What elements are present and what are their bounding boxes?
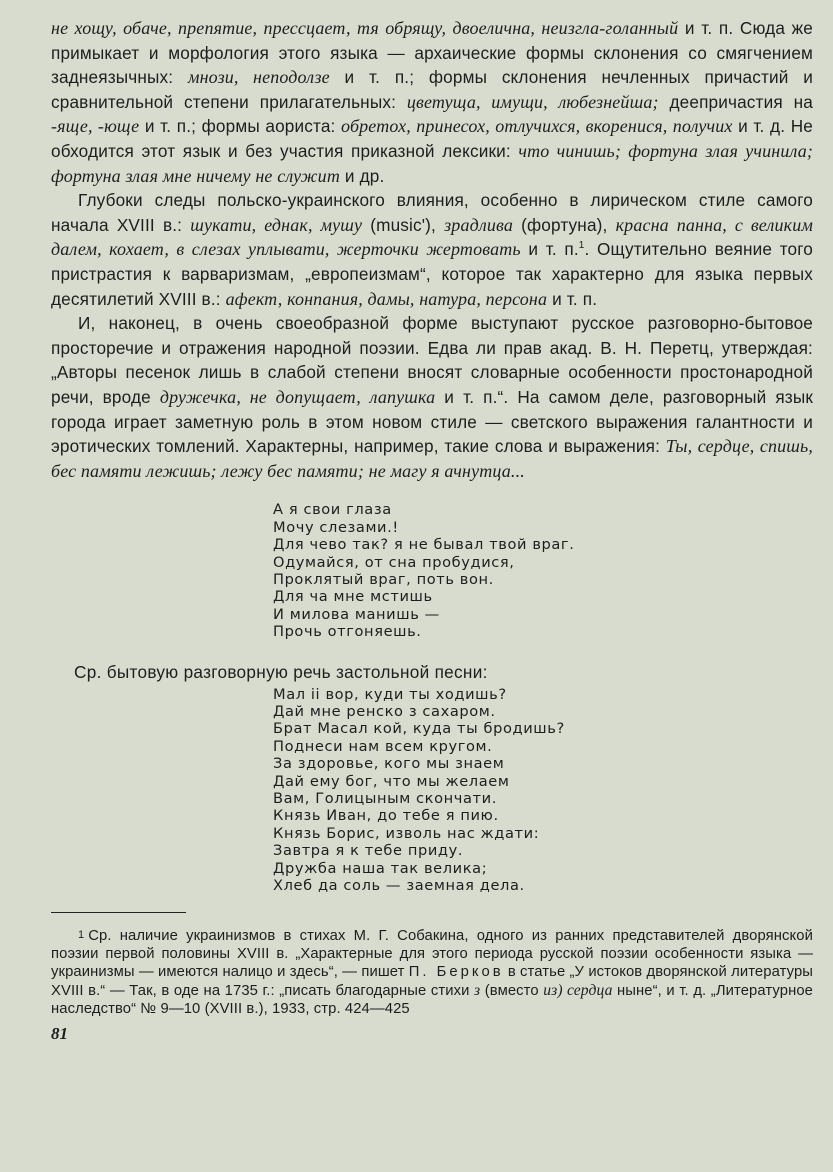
text-run: Ср. наличие украинизмов в стихах М. Г. Собакина, одного из ранних представителей дворянской поэзии первой половины XVIII в. „Характерные для этого периода русской поэзии особенности языка — украинизмы — имеются налицо и здесь“, — пишет [51,928,813,980]
text-run: в статье „У истоков дворянской литературы XVIII в.“ — Так, в оде на 1735 г.: „писать благодарные стихи [51,964,814,999]
verse-line: Брат Масал кой, куда ты бродишь? [273,720,565,738]
verse-line: Дай мне ренско з сахаром. [273,702,496,720]
text-run: и т. п.; формы склонения нечленных причастий и сравнительной степени прилагательных: [51,67,814,112]
verse-line: Хлеб да соль — заемная дела. [273,877,525,894]
text-run: (фортуна), [513,214,616,235]
text-run: и т. п. Сюда же примыкает и морфология этого языка — архаические формы склонения со смягчением заднеязычных: [51,18,813,88]
verse-line: Мал ii вор, куди ты ходишь? [273,685,507,703]
footnote [51,927,813,1018]
italic-term: з [474,981,481,999]
italic-term: из) сердца [543,981,613,999]
text-run: и т. п.“. На самом деле, разговорный язык города играет заметную роль в этом новом стиле — светского выражения галантности и эротических томлений. Характерны, например, такие слова и выражения: [51,386,814,457]
body-text [51,16,813,483]
verse-line: Для ча мне мстишь [273,588,433,606]
italic-term: красна панна, с великим далем, кохает, в слезах уплывати, жерточки жертовать [51,214,813,260]
italic-term: цветуща, имущи, любезнейша; [406,91,659,112]
italic-term: не хощу, обаче, препятие, прессцает, тя обрящу, двоелична, неизгла-голанный [51,18,679,38]
author-name: П. Берков [408,964,504,980]
italic-term: Ты, сердце, спишь, бес памяти лежишь; лежу бес памяти; не магу я ачнутца... [51,436,813,481]
text-run: Глубоки следы польско-украинского влияния, особенно в лирическом стиле самого начала XVIII в.: [51,190,813,235]
italic-term: -яще, -юще [51,116,140,137]
verse-line: Завтра я к тебе приду. [273,842,464,860]
comparison-intro: Ср. бытовую разговорную речь застольной песни: [74,661,488,682]
book-page [51,16,813,1044]
text-run: (вместо [480,982,544,999]
paragraph [51,16,813,188]
text-run: . Ощутительно веяние того пристрастия к варваризмам, „европеизмам“, которое так характерно для языка первых десятилетий XVIII в.: [51,239,814,309]
italic-term: обретох, принесох, отлучихся, вкоренися, получих [341,116,733,137]
italic-term: мнози, неподолзе [187,67,330,88]
verse-line: Для чево так? я не бывал твой враг. [273,536,575,554]
footnote-marker: 1 [78,929,85,942]
text-run: (music'), [362,214,445,235]
footnote-divider [51,912,186,913]
verse-line: Вам, Голицыным скончати. [273,789,497,807]
text-run: и т. д. Не обходится этот язык и без участия приказной лексики: [51,116,813,161]
italic-term: шукати, еднак, мушу [190,214,363,235]
verse-line: Проклятый враг, поть вон. [273,570,494,588]
footnote-ref: 1 [578,240,585,252]
paragraph [51,188,813,311]
verse-line: А я свои глаза [273,501,392,519]
verse-line: Дай ему бог, что мы желаем [273,772,510,790]
text-run: деепричастия на [658,91,813,112]
footnote-text [51,928,813,1016]
text-run: ныне“, и т. д. „Литературное наследство“ № 9—10 (XVIII в.), 1933, стр. 424—425 [51,982,814,1017]
verse-excerpt-1 [51,501,813,640]
text-run: и др. [339,165,385,186]
verse-line: И милова манишь — [273,605,440,623]
text-run: и т. п. [547,288,598,309]
verse-line: Дружба наша так велика; [273,859,488,877]
italic-term: что чинишь; фортуна злая учинила; фортуна злая мне ничему не служит [51,140,813,186]
verse-line: Одумайся, от сна пробудися, [273,553,515,571]
verse-line: За здоровье, кого мы знаем [273,755,505,773]
italic-term: афект, конпания, дамы, натура, персона [225,288,548,309]
italic-term: зрадлива [444,214,513,235]
text-run: И, наконец, в очень своеобразной форме выступают русское разговорно-бытовое просторечие и отражения народной поэзии. Едва ли прав акад. В. Н. Перетц, утверждая: „Авторы песенок лишь в слабой степени вносят словарные особенности простонародной речи, вроде [51,313,813,407]
verse-line: Поднеси нам всем кругом. [273,737,493,755]
text-run: и т. п. [520,239,579,260]
verse-line: Князь Иван, до тебе я пию. [273,807,499,825]
page-number: 81 [51,1024,68,1044]
italic-term: дружечка, не допущает, лапушка [159,386,436,407]
verse-line: Мочу слезами.! [273,518,399,536]
verse-line: Прочь отгоняешь. [273,623,422,641]
verse-line: Князь Борис, изволь нас ждати: [273,824,540,842]
paragraph [51,311,813,483]
verse-excerpt-2 [51,686,813,895]
text-run: и т. п.; формы аориста: [139,116,342,137]
